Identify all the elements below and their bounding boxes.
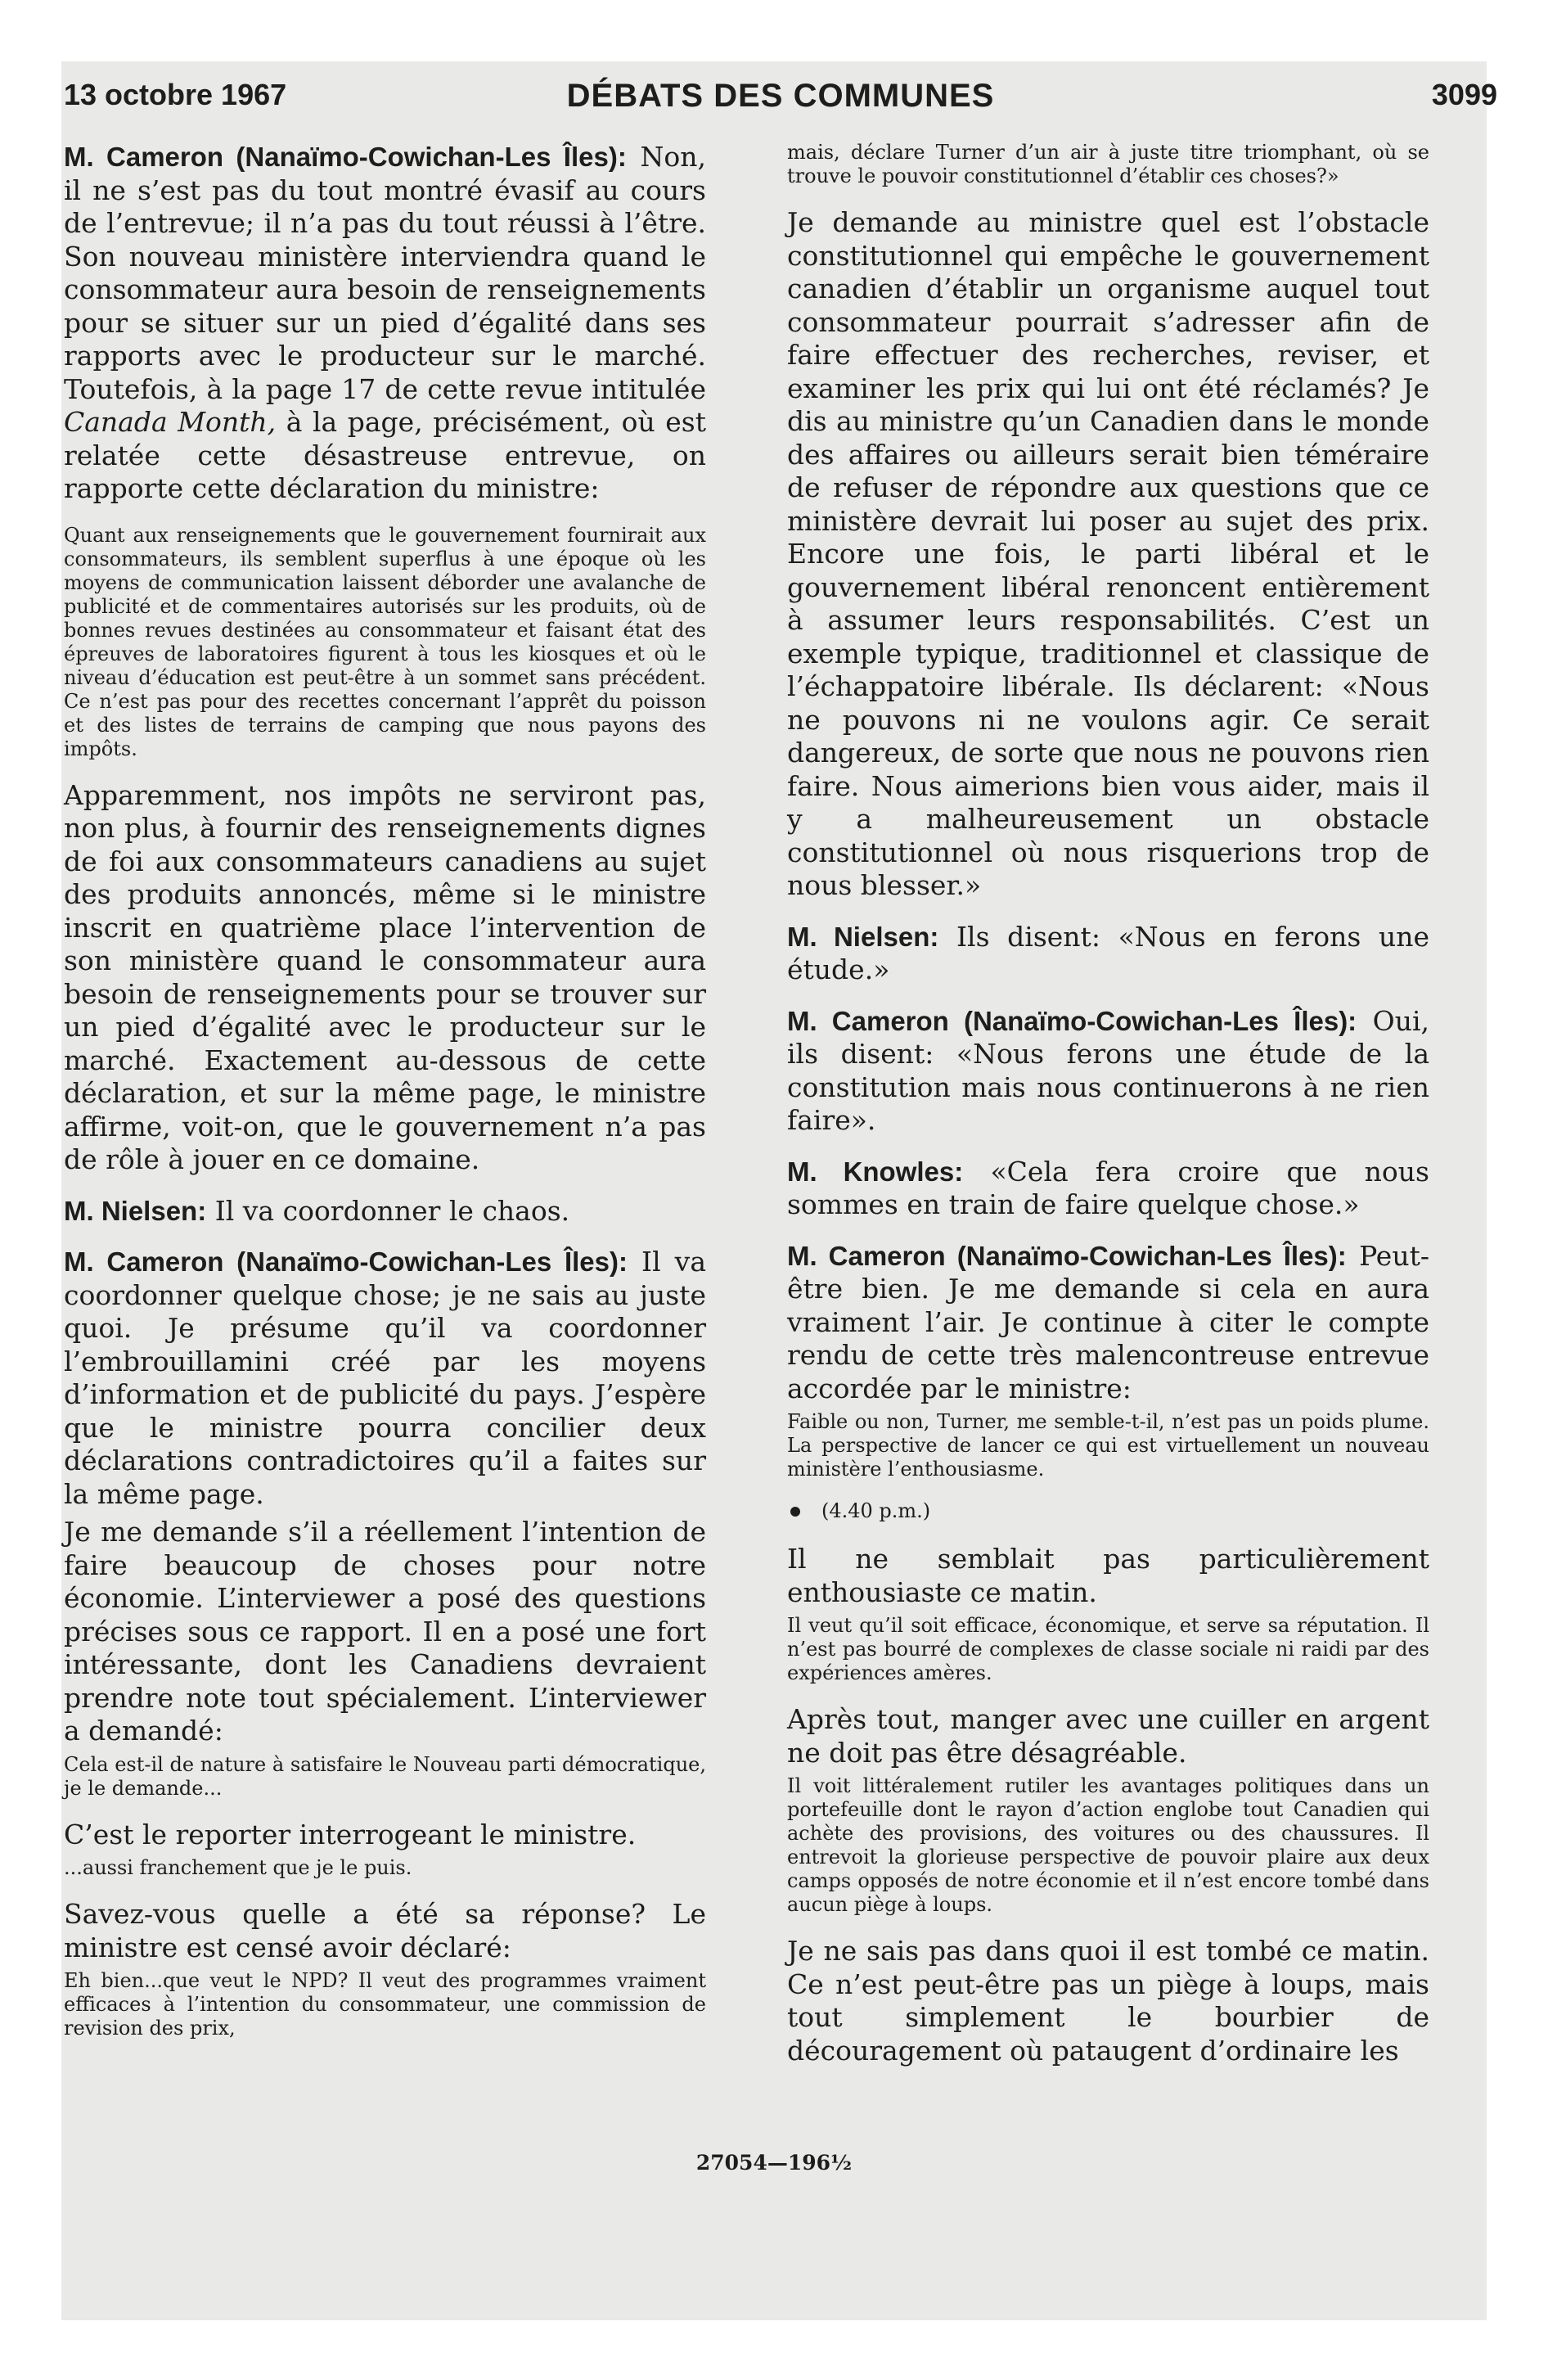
left-column bbox=[64, 141, 706, 2058]
speaker-label: M. Cameron (Nanaïmo-Cowichan-Les Îles): bbox=[64, 142, 627, 172]
page-header bbox=[64, 78, 1497, 119]
speech-knowles bbox=[787, 1156, 1429, 1222]
page-number: 3099 bbox=[1431, 78, 1497, 111]
header-date: 13 octobre 1967 bbox=[64, 78, 287, 111]
speech-cameron-1 bbox=[64, 141, 706, 506]
speech-cameron-4 bbox=[787, 1240, 1429, 1406]
speech-text: Ils disent: «Nous en ferons une étude.» bbox=[787, 920, 1430, 985]
paragraph: Je ne sais pas dans quoi il est tombé ce matin. Ce n’est peut-être pas un piège à loups, mais tout simplement le bourbier de découragement où pataugent d’ordinaire les bbox=[787, 1935, 1429, 2067]
quotation: Il veut qu’il soit efficace, économique, et serve sa réputation. Il n’est pas bourré de complexes de classe sociale ni raidi par des expériences amères. bbox=[787, 1614, 1429, 1684]
quotation: mais, déclare Turner d’un air à juste titre triomphant, où se trouve le pouvoir constitutionnel d’établir ces choses?» bbox=[787, 141, 1429, 187]
publication-title: Canada Month, bbox=[64, 406, 277, 438]
speech-text: à la page, précisément, où est relatée cette désastreuse entrevue, on rapporte cette déclaration du ministre: bbox=[64, 406, 706, 504]
quotation: Faible ou non, Turner, me semble-t-il, n’est pas un poids plume. La perspective de lancer ce qui est virtuellement un nouveau ministère l’enthousiasme. bbox=[787, 1410, 1429, 1481]
quotation: Cela est-il de nature à satisfaire le Nouveau parti démocratique, je le demande... bbox=[64, 1752, 706, 1800]
paragraph: Savez-vous quelle a été sa réponse? Le ministre est censé avoir déclaré: bbox=[64, 1898, 706, 1963]
paragraph: Il ne semblait pas particulièrement enthousiaste ce matin. bbox=[787, 1543, 1429, 1608]
speaker-label: M. Knowles: bbox=[787, 1156, 964, 1187]
quotation: ...aussi franchement que je le puis. bbox=[64, 1856, 412, 1879]
header-title: DÉBATS DES COMMUNES bbox=[566, 78, 995, 114]
speaker-label: M. Nielsen: bbox=[787, 921, 939, 952]
paragraph: Je demande au ministre quel est l’obstacle constitutionnel qui empêche le gouvernement canadien d’établir un organisme auquel tout consommateur pourrait s’adresser afin de faire effectuer des recherches, reviser, et examiner les prix qui lui ont été réclamés? Je dis au ministre qu’un Canadien dans le monde des affaires ou ailleurs serait bien téméraire de refuser de répondre aux questions que ce ministère devrait lui poser au sujet des prix. Encore une fois, le parti libéral et le gouvernement libéral renoncent entièrement à assumer leurs responsabilités. C’est un exemple typique, traditionnel et classique de l’échappatoire libérale. Ils déclarent: «Nous ne pouvons ni ne voulons agir. Ce serait dangereux, de sorte que nous ne pouvons rien faire. Nous aimerions bien vous aider, mais il y a malheureusement un obstacle constitutionnel où nous risquerions trop de nous blesser.» bbox=[787, 206, 1429, 901]
speaker-label: M. Cameron (Nanaïmo-Cowichan-Les Îles): bbox=[787, 1240, 1347, 1271]
bullet-dot-icon bbox=[790, 1507, 800, 1517]
speech-text: Il va coordonner le chaos. bbox=[214, 1194, 570, 1227]
speech-text: Oui, ils disent: «Nous ferons une étude de la constitution mais nous continuerons à ne rien faire». bbox=[787, 1004, 1429, 1136]
speech-cameron-3 bbox=[787, 1005, 1429, 1138]
print-code: 27054—196½ bbox=[695, 2151, 853, 2175]
speech-text: Peut-être bien. Je me demande si cela en aura vraiment l’air. Je continue à citer le compte rendu de cette très malencontreuse entrevue accordée par le ministre: bbox=[787, 1239, 1429, 1404]
speech-nielsen-2 bbox=[787, 921, 1429, 987]
time-marker bbox=[787, 1499, 1429, 1523]
speech-text: Il va coordonner quelque chose; je ne sais au juste quoi. Je présume qu’il va coordonner l’embrouillamini créé par les moyens d’information et de publicité du pays. J’espère que le ministre pourra concilier deux déclarations contradictoires qu’il a faites sur la même page. bbox=[64, 1246, 706, 1510]
speaker-label: M. Cameron (Nanaïmo-Cowichan-Les Îles): bbox=[787, 1005, 1357, 1036]
speech-cameron-2 bbox=[64, 1246, 706, 1511]
paragraph: Je me demande s’il a réellement l’intention de faire beaucoup de choses pour notre économie. L’interviewer a posé des questions précises sous ce rapport. Il en a posé une fort intéressante, dont les Canadiens devraient prendre note tout spécialement. L’interviewer a demandé: bbox=[64, 1516, 706, 1747]
speech-text: «Cela fera croire que nous sommes en train de faire quelque chose.» bbox=[787, 1155, 1429, 1220]
speaker-label: M. Nielsen: bbox=[64, 1195, 207, 1226]
speaker-label: M. Cameron (Nanaïmo-Cowichan-Les Îles): bbox=[64, 1246, 628, 1277]
right-column bbox=[787, 141, 1429, 2085]
paragraph: Après tout, manger avec une cuiller en argent ne doit pas être désagréable. bbox=[787, 1703, 1429, 1769]
paragraph: C’est le reporter interrogeant le ministre. bbox=[64, 1818, 637, 1850]
quotation: Il voit littéralement rutiler les avantages politiques dans un portefeuille dont le rayon d’action englobe tout Canadien qui achète des provisions, des voitures ou des chaussures. Il entrevoit la glorieuse perspective de pouvoir plaire aux deux camps opposés de notre économie et il n’est encore tombé dans aucun piège à loups. bbox=[787, 1774, 1429, 1916]
quotation: Quant aux renseignements que le gouvernement fournirait aux consommateurs, ils semblent superflus à une époque où les moyens de communication laissent déborder une avalanche de publicité et de commentaires autorisés sur les produits, où de bonnes revues destinées au consommateur et faisant état des épreuves de laboratoires figurent à tous les kiosques et où le niveau d’éducation est peut-être à un sommet sans précédent. Ce n’est pas pour des recettes concernant l’apprêt du poisson et des listes de terrains de camping que nous payons des impôts. bbox=[64, 523, 706, 760]
speech-text: Non, il ne s’est pas du tout montré évasif au cours de l’entrevue; il n’a pas du tout réussi à l’être. Son nouveau ministère interviendra quand le consommateur aura besoin de renseignements pour se situer sur un pied d’égalité dans ses rapports avec le producteur sur le marché. Toutefois, à la page 17 de cette revue intitulée bbox=[64, 141, 707, 405]
time-marker-text: (4.40 p.m.) bbox=[821, 1499, 931, 1522]
speech-nielsen-1 bbox=[64, 1195, 706, 1228]
paragraph: Apparemment, nos impôts ne serviront pas, non plus, à fournir des renseignements dignes de foi aux consommateurs canadiens au sujet des produits annoncés, même si le ministre inscrit en quatrième place l’intervention de son ministère quand le consommateur aura besoin de renseignements pour se trouver sur un pied d’égalité avec le producteur sur le marché. Exactement au-dessous de cette déclaration, et sur la même page, le ministre affirme, voit-on, que le gouvernement n’a pas de rôle à jouer en ce domaine. bbox=[64, 778, 706, 1175]
quotation: Eh bien...que veut le NPD? Il veut des programmes vraiment efficaces à l’intention du consommateur, une commission de revision des prix, bbox=[64, 1969, 706, 2040]
